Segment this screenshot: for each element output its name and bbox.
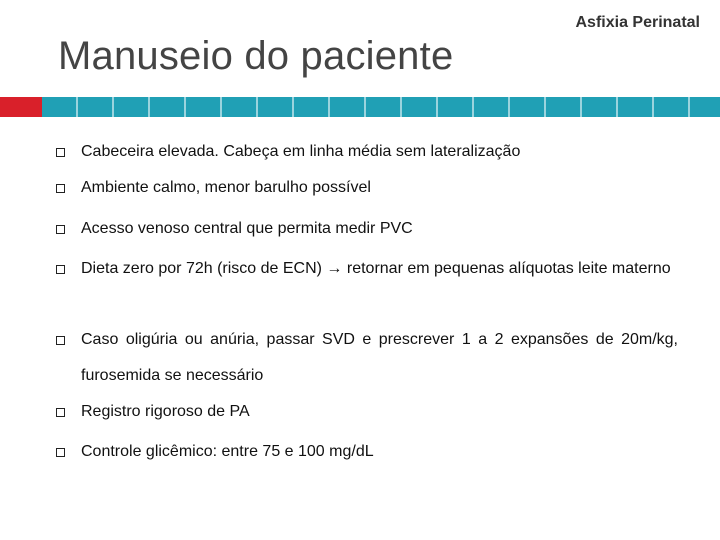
page-title: Manuseio do paciente [58, 34, 454, 78]
bullet-text: Acesso venoso central que permita medir PVC [81, 220, 413, 237]
bullet-text: Controle glicêmico: entre 75 e 100 mg/dL [81, 443, 374, 460]
bullet-text: Caso oligúria ou anúria, passar SVD e prescrever 1 a 2 expansões de 20m/kg, furosemida se necessário [81, 331, 678, 384]
bullet-text: Cabeceira elevada. Cabeça em linha média sem lateralização [81, 143, 521, 160]
square-bullet-icon [56, 336, 65, 345]
accent-bar-pattern [42, 97, 720, 117]
square-bullet-icon [56, 448, 65, 457]
square-bullet-icon [56, 265, 65, 274]
square-bullet-icon [56, 184, 65, 193]
bullet-text: Registro rigoroso de PA [81, 403, 250, 420]
square-bullet-icon [56, 408, 65, 417]
bullet-text: Dieta zero por 72h (risco de ECN) → retornar em pequenas alíquotas leite materno [81, 260, 671, 277]
accent-bar-red [0, 97, 42, 117]
square-bullet-icon [56, 148, 65, 157]
bullet-text: Ambiente calmo, menor barulho possível [81, 179, 371, 196]
square-bullet-icon [56, 225, 65, 234]
corner-title: Asfixia Perinatal [575, 14, 700, 31]
